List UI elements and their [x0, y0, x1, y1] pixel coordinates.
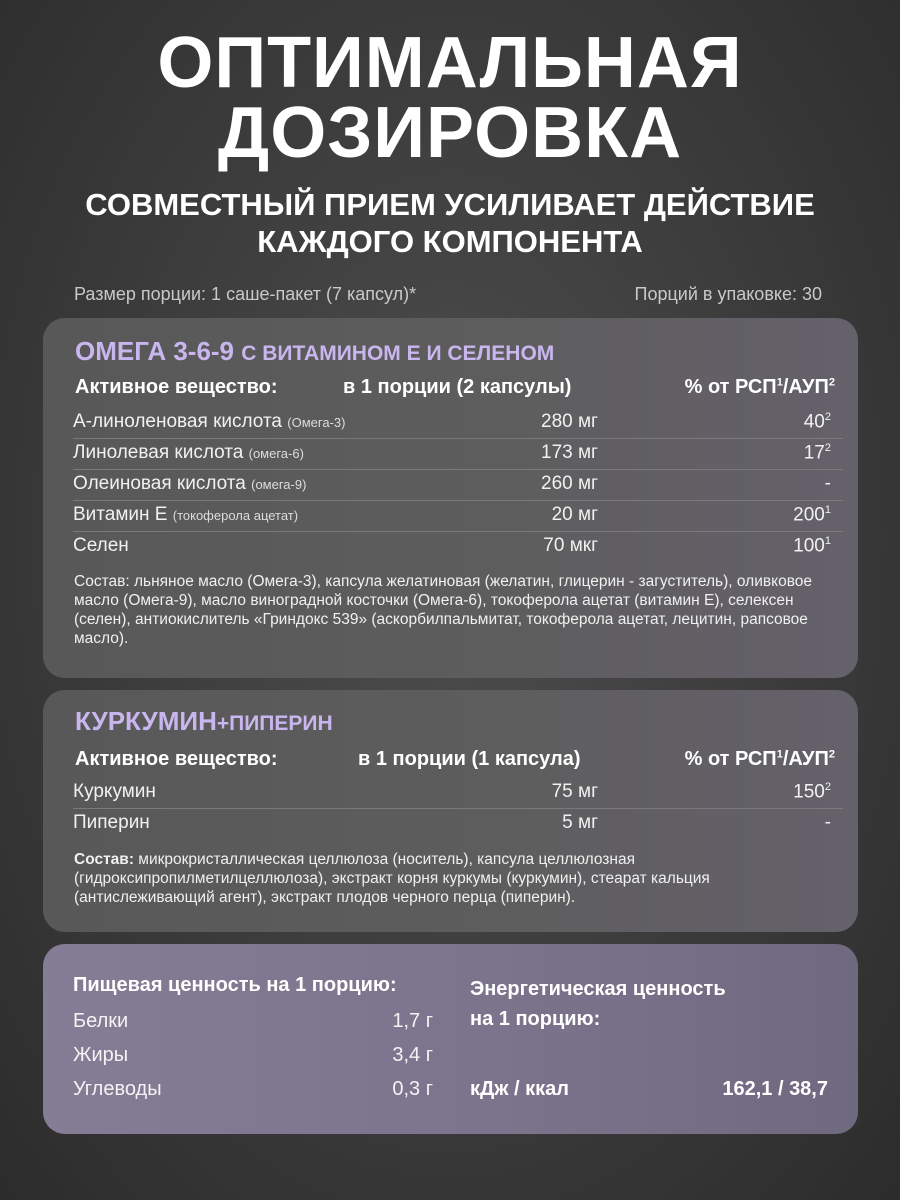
table-row — [73, 470, 843, 501]
substance-pct — [793, 504, 831, 526]
nutrition-value: 0,3 г — [392, 1078, 433, 1100]
nutrition-row — [73, 1078, 433, 1108]
omega-col-pct-label2: /АУП — [782, 376, 829, 398]
substance-pct-footnote: 1 — [824, 504, 831, 516]
omega-card — [43, 318, 858, 678]
omega-col-amount: в 1 порции (2 капсулы) — [343, 376, 572, 398]
curcumin-col-pct-sup1: 1 — [776, 748, 783, 761]
substance-name — [73, 535, 129, 557]
curcumin-col-pct-label: % от РСП — [684, 748, 777, 770]
table-row — [73, 532, 843, 563]
substance-pct — [804, 442, 831, 464]
curcumin-col-amount: в 1 порции (1 капсула) — [358, 748, 581, 770]
curcumin-card — [43, 690, 858, 932]
substance-pct-value: 150 — [793, 781, 825, 803]
substance-pct — [804, 411, 831, 433]
substance-pct-value: - — [824, 473, 831, 494]
omega-title-main: ОМЕГА 3-6-9 — [75, 336, 235, 366]
substance-label: Олеиновая кислота — [73, 473, 246, 494]
substance-pct-value: 17 — [803, 442, 825, 464]
curcumin-card-title — [75, 706, 333, 737]
servings-per-pack: Порций в упаковке: 30 — [634, 284, 822, 304]
curcumin-title-small: +ПИПЕРИН — [216, 712, 333, 735]
substance-amount: 173 мг — [541, 442, 598, 463]
substance-amount: 70 мкг — [543, 535, 598, 556]
omega-col-pct — [685, 376, 835, 399]
page-subtitle-line1: СОВМЕСТНЫЙ ПРИЕМ УСИЛИВАЕТ ДЕЙСТВИЕ — [85, 187, 815, 222]
substance-name — [73, 781, 156, 803]
substance-pct-value: - — [824, 812, 831, 833]
substance-amount: 5 мг — [562, 812, 598, 833]
curcumin-title-main: КУРКУМИН — [75, 706, 217, 736]
nutrition-value: 3,4 г — [392, 1044, 433, 1066]
nutrition-row — [73, 1010, 433, 1040]
substance-label: А-линоленовая кислота — [73, 411, 282, 432]
energy-title-line1: Энергетическая ценность — [470, 978, 726, 1000]
substance-pct-value: 200 — [793, 504, 825, 526]
nutrition-value: 1,7 г — [392, 1010, 433, 1032]
nutrition-name: Углеводы — [73, 1078, 162, 1100]
curcumin-col-pct-label2: /АУП — [782, 748, 829, 770]
omega-col-pct-label: % от РСП — [684, 376, 777, 398]
omega-card-title — [75, 336, 554, 367]
page-subtitle — [0, 186, 900, 260]
substance-amount: 20 мг — [551, 504, 598, 525]
page-title-line1: ОПТИМАЛЬНАЯ — [157, 23, 743, 103]
substance-pct — [825, 473, 831, 495]
energy-title — [470, 974, 810, 1034]
page-subtitle-line2: КАЖДОГО КОМПОНЕНТА — [257, 224, 643, 259]
substance-pct-value: 100 — [793, 535, 825, 557]
table-row — [73, 439, 843, 470]
nutrition-name: Белки — [73, 1010, 129, 1032]
nutrition-card — [43, 944, 858, 1134]
substance-pct — [793, 535, 831, 557]
omega-col-substance: Активное вещество: — [75, 376, 278, 398]
energy-unit: кДж / ккал — [470, 1078, 569, 1100]
substance-label: Пиперин — [73, 812, 150, 833]
table-row — [73, 809, 843, 840]
curcumin-composition-label: Состав: — [74, 851, 134, 868]
substance-pct-footnote: 2 — [824, 781, 831, 793]
substance-pct-value: 40 — [803, 411, 825, 433]
omega-col-pct-sup1: 1 — [776, 376, 783, 389]
table-row — [73, 501, 843, 532]
curcumin-col-substance: Активное вещество: — [75, 748, 278, 770]
substance-pct-footnote: 2 — [824, 442, 831, 454]
omega-composition: Состав: льняное масло (Омега-3), капсула желатиновая (желатин, глицерин - загуститель), оливковое масло (Омега-9), масло виноградной косточки (Омега-6), токоферола ацетат (витамин Е), селексен (селен), антиокислитель «Гриндокс 539» (аскорбилпальмитат, токоферола ацетат, лецитин, рапсовое масло). — [74, 573, 812, 647]
table-row — [73, 778, 843, 809]
curcumin-col-pct — [685, 748, 835, 771]
substance-note: (омега-6) — [248, 446, 304, 461]
energy-title-line2: на 1 порцию: — [470, 1008, 601, 1030]
serving-size: Размер порции: 1 саше-пакет (7 капсул)* — [74, 284, 417, 304]
substance-label: Линолевая кислота — [73, 442, 244, 463]
substance-note: (токоферола ацетат) — [172, 508, 299, 523]
substance-name — [73, 473, 306, 495]
curcumin-col-pct-sup2: 2 — [828, 748, 835, 761]
substance-name — [73, 812, 150, 834]
omega-col-pct-sup2: 2 — [828, 376, 835, 389]
substance-note: (омега-9) — [251, 477, 307, 492]
substance-pct — [793, 781, 831, 803]
substance-amount: 260 мг — [541, 473, 598, 494]
nutrition-name: Жиры — [73, 1044, 129, 1066]
substance-name — [73, 411, 345, 433]
substance-amount: 280 мг — [541, 411, 598, 432]
substance-pct — [825, 812, 831, 834]
substance-pct-footnote: 1 — [824, 535, 831, 547]
energy-value: 162,1 / 38,7 — [722, 1078, 828, 1100]
curcumin-composition — [74, 850, 849, 907]
substance-label: Витамин Е — [73, 504, 168, 525]
substance-pct-footnote: 2 — [824, 411, 831, 423]
page-title-line2: ДОЗИРОВКА — [217, 93, 683, 173]
nutrition-title: Пищевая ценность на 1 порцию: — [73, 974, 397, 996]
nutrition-row — [73, 1044, 433, 1074]
table-row — [73, 408, 843, 439]
substance-label: Куркумин — [73, 781, 156, 802]
substance-name — [73, 442, 304, 464]
curcumin-composition-text: микрокристаллическая целлюлоза (носитель), капсула целлюлозная (гидроксипропилметилцеллюлоза), экстракт корня куркумы (куркумин), стеарат кальция (антислеживающий агент), экстракт плодов черного перца (пиперин). — [74, 851, 710, 906]
substance-amount: 75 мг — [551, 781, 598, 802]
substance-name — [73, 504, 298, 526]
omega-title-small: С ВИТАМИНОМ Е И СЕЛЕНОМ — [241, 342, 555, 365]
substance-note: (Омега-3) — [287, 415, 346, 430]
page-title — [0, 23, 900, 173]
substance-label: Селен — [73, 535, 129, 556]
